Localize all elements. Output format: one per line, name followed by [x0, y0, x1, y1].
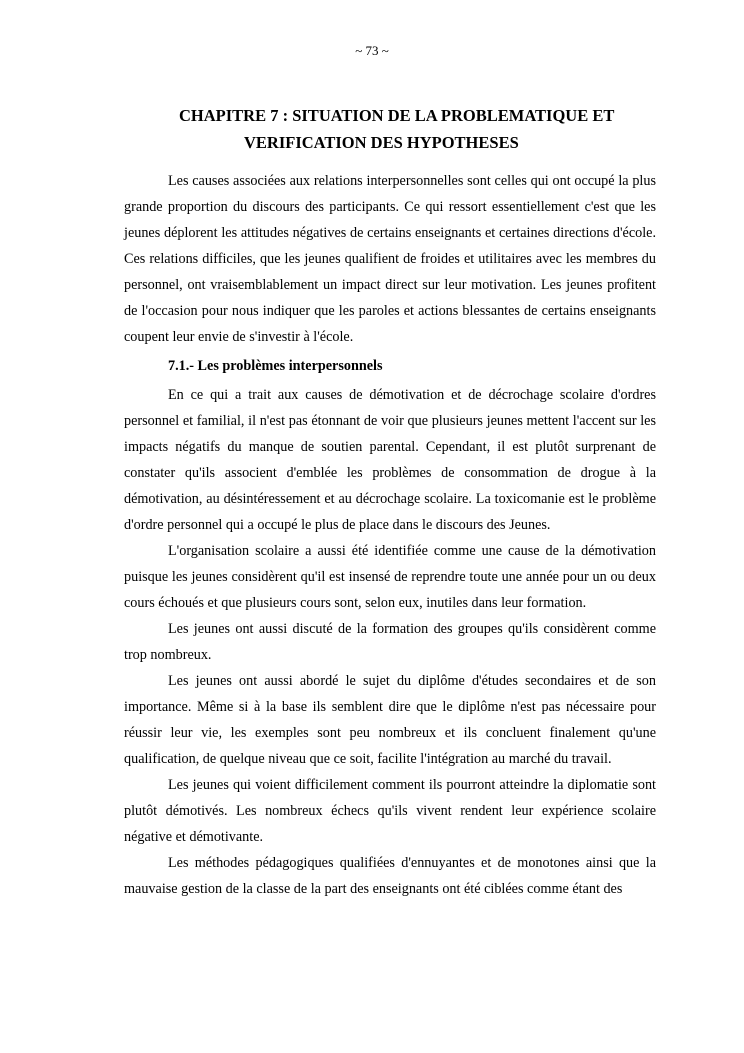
chapter-title-line-1: CHAPITRE 7 : SITUATION DE LA PROBLEMATIQUE ET: [179, 106, 615, 125]
intro-paragraph: Les causes associées aux relations interpersonnelles sont celles qui ont occupé la plus grande proportion du discours des participants. Ce qui ressort essentiellement c'est que les jeunes déplorent les attitudes négatives de certains enseignants et certaines directions d'école. Ces relations difficiles, que les jeunes qualifient de froides et utilitaires avec les membres du personnel, ont vraisemblablement un impact direct sur leur motivation. Les jeunes profitent de l'occasion pour nous indiquer que les paroles et actions blessantes de certains enseignants coupent leur envie de s'investir à l'école.: [124, 173, 656, 345]
paragraph: Les jeunes qui voient difficilement comment ils pourront atteindre la diplomatie sont plutôt démotivés. Les nombreux échecs qu'ils vivent rendent leur expérience scolaire négative et démotivante.: [124, 777, 656, 845]
paragraph: Les méthodes pédagogiques qualifiées d'ennuyantes et de monotones ainsi que la mauvaise gestion de la classe de la part des enseignants ont été ciblées comme étant des: [124, 855, 656, 897]
chapter-title-line-2: VERIFICATION DES HYPOTHESES: [244, 133, 519, 152]
paragraph: Les jeunes ont aussi abordé le sujet du diplôme d'études secondaires et de son importance. Même si à la base ils semblent dire que le diplôme n'est pas nécessaire pour réussir leur vie, les exemples sont peu nombreux et ils concluent finalement qu'une qualification, de quelque niveau que ce soit, facilite l'intégration au marché du travail.: [124, 673, 656, 767]
document-body: [124, 168, 656, 902]
page-number: ~ 73 ~: [355, 43, 389, 58]
chapter-title: [124, 102, 656, 156]
section-heading: 7.1.- Les problèmes interpersonnels: [168, 358, 383, 374]
paragraph: En ce qui a trait aux causes de démotivation et de décrochage scolaire d'ordres personnel et familial, il n'est pas étonnant de voir que plusieurs jeunes mettent l'accent sur les impacts négatifs du manque de soutien parental. Cependant, il est plutôt surprenant de constater qu'ils associent d'emblée les problèmes de consommation de drogue à la démotivation, au désintéressement et au décrochage scolaire. La toxicomanie est le problème d'ordre personnel qui a occupé le plus de place dans le discours des Jeunes.: [124, 387, 656, 533]
paragraph: Les jeunes ont aussi discuté de la formation des groupes qu'ils considèrent comme trop nombreux.: [124, 621, 656, 663]
paragraph: L'organisation scolaire a aussi été identifiée comme une cause de la démotivation puisque les jeunes considèrent qu'il est insensé de reprendre toute une année pour un ou deux cours échoués et que plusieurs cours sont, selon eux, inutiles dans leur formation.: [124, 543, 656, 611]
